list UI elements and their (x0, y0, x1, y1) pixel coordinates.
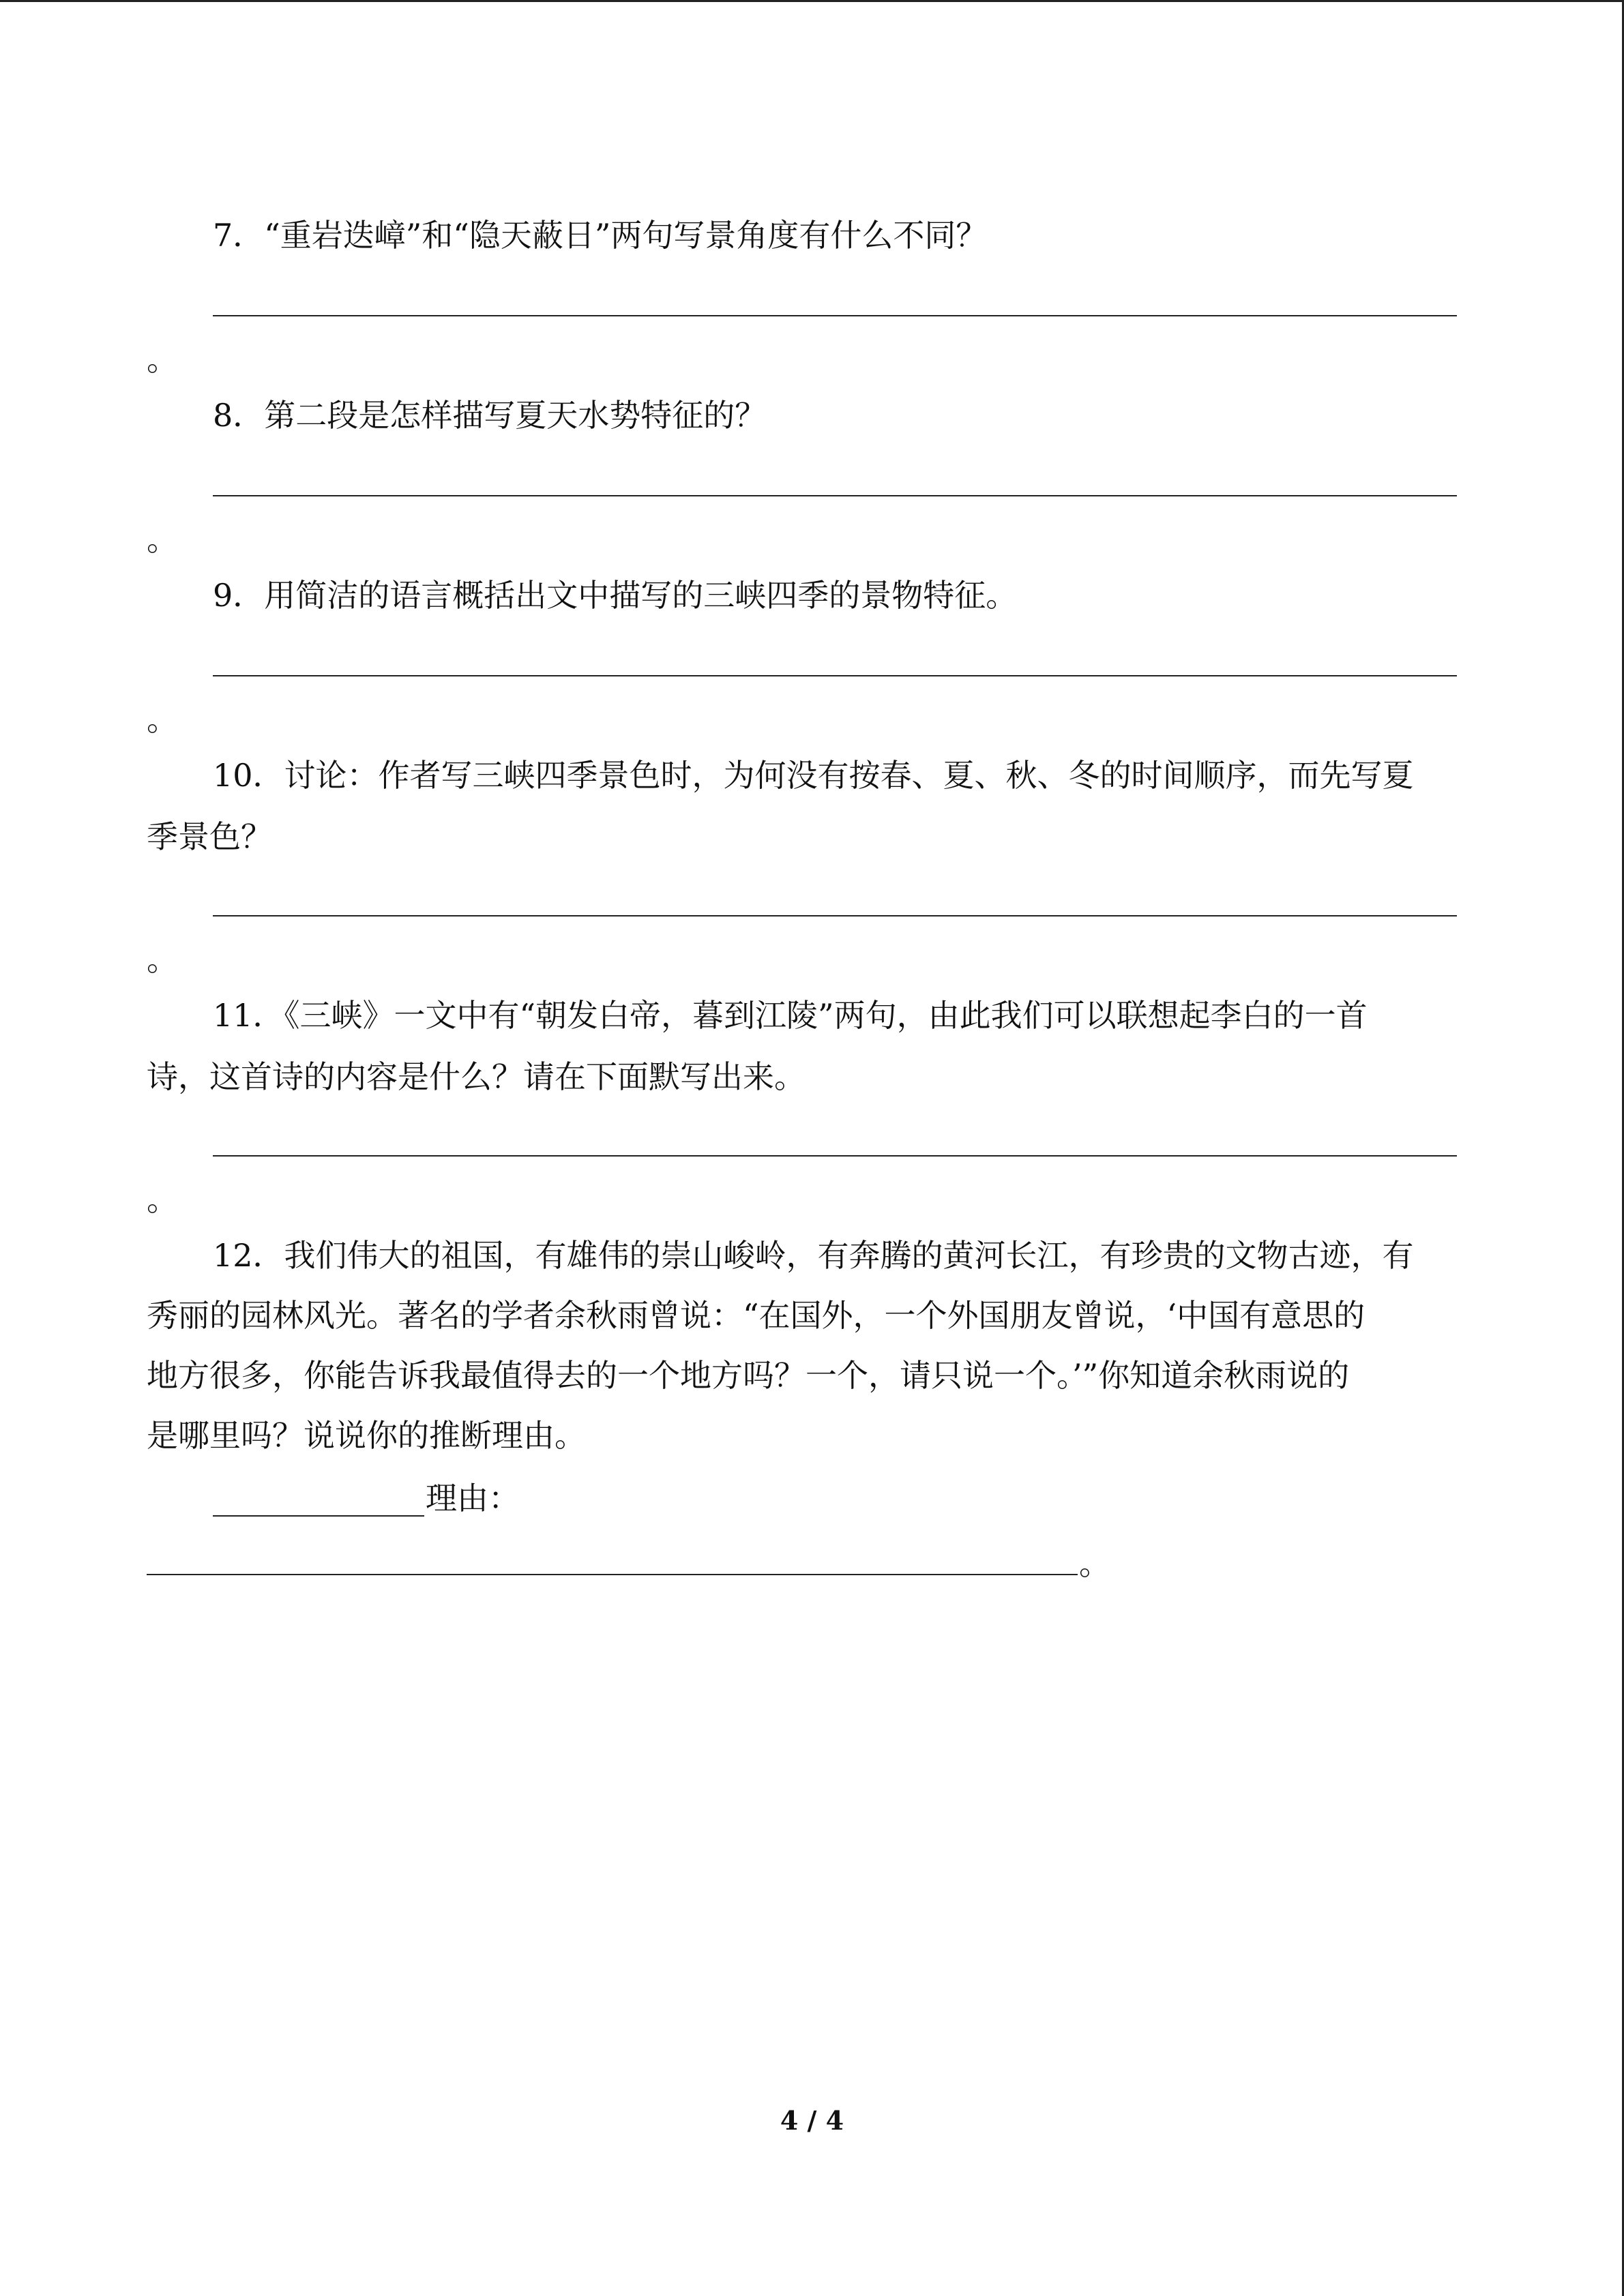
question-12-text-line-2: 秀丽的园林风光。著名的学者余秋雨曾说：“在国外，一个外国朋友曾说，‘中国有意思的 (147, 1297, 1365, 1334)
answer-period-10: 。 (147, 941, 178, 978)
reason-answer-blank[interactable] (147, 1574, 1078, 1575)
question-11-text-line-2: 诗，这首诗的内容是什么？请在下面默写出来。 (147, 1058, 806, 1095)
question-10-text-line-1: 10．讨论：作者写三峡四季景色时，为何没有按春、夏、秋、冬的时间顺序，而先写夏 (213, 757, 1414, 794)
answer-line-9[interactable] (213, 675, 1457, 676)
answer-line-11[interactable] (213, 1155, 1457, 1157)
answer-line-7[interactable] (213, 315, 1457, 316)
question-9-text: 9．用简洁的语言概括出文中描写的三峡四季的景物特征。 (213, 577, 1018, 614)
question-10-text-line-2: 季景色？ (147, 818, 272, 855)
question-8-text: 8．第二段是怎样描写夏天水势特征的？ (213, 397, 767, 434)
reason-label: 理由： (426, 1480, 520, 1517)
page-border-top (0, 0, 1624, 2)
answer-line-8[interactable] (213, 495, 1457, 496)
reason-period: 。 (1079, 1545, 1110, 1582)
question-12-text-line-4: 是哪里吗？说说你的推断理由。 (147, 1417, 586, 1454)
question-11-text-line-1: 11．《三峡》一文中有“朝发白帝，暮到江陵”两句，由此我们可以联想起李白的一首 (213, 997, 1368, 1034)
answer-period-8: 。 (147, 521, 178, 558)
page-number: 4 / 4 (780, 2105, 844, 2136)
question-12-text-line-1: 12．我们伟大的祖国，有雄伟的崇山峻岭，有奔腾的黄河长江，有珍贵的文物古迹，有 (213, 1237, 1414, 1274)
answer-period-7: 。 (147, 341, 178, 378)
answer-period-11: 。 (147, 1181, 178, 1218)
question-12-text-line-3: 地方很多，你能告诉我最值得去的一个地方吗？一个，请只说一个。’”你知道余秋雨说的 (147, 1357, 1350, 1394)
answer-line-10[interactable] (213, 915, 1457, 916)
place-answer-blank[interactable] (213, 1515, 424, 1517)
question-7-text: 7．“重岩迭嶂”和“隐天蔽日”两句写景角度有什么不同？ (213, 217, 988, 254)
answer-period-9: 。 (147, 701, 178, 738)
